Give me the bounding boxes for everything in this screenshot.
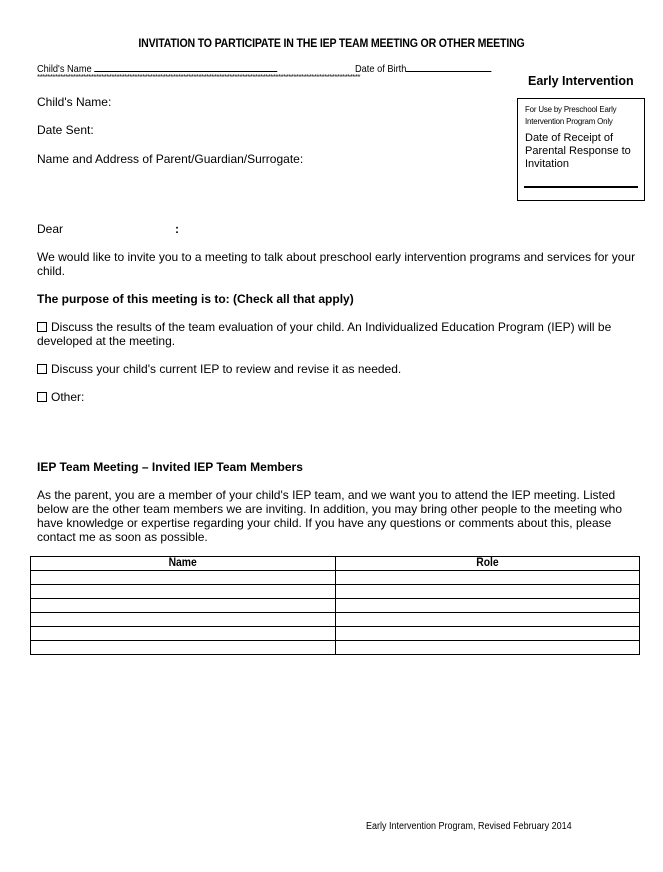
member-name-cell[interactable] [31,599,336,613]
salutation-colon: : [175,222,179,236]
footer-revision: Early Intervention Program, Revised February 2014 [366,821,572,832]
purpose-option-review-checkbox[interactable] [37,364,47,374]
table-row [31,613,640,627]
purpose-option-other-checkbox[interactable] [37,392,47,402]
member-name-cell[interactable] [31,571,336,585]
member-role-cell[interactable] [335,627,640,641]
purpose-option-evaluation-checkbox[interactable] [37,322,47,332]
table-row [31,641,640,655]
purpose-option-review [37,362,637,376]
purpose-option-review-label: Discuss your child's current IEP to review and revise it as needed. [51,362,402,376]
column-header-role: Role [335,557,640,571]
column-header-name: Name [31,557,336,571]
parent-address-label: Name and Address of Parent/Guardian/Surrogate: [37,152,304,166]
header-date-of-birth-input[interactable] [406,61,491,72]
header-childs-name-label: Child's Name [37,63,92,75]
program-label: Early Intervention [528,74,634,88]
salutation-dear: Dear [37,222,64,236]
header-date-of-birth-field [355,61,492,75]
intro-paragraph: We would like to invite you to a meeting to talk about preschool early intervention programs and services for your child. [37,250,636,278]
purpose-option-other-label: Other: [51,390,85,404]
member-role-cell[interactable] [335,585,640,599]
header-date-of-birth-label: Date of Birth [355,63,407,75]
table-header-row [31,557,640,571]
purpose-option-other [37,390,637,404]
office-use-note: For Use by Preschool Early Intervention Program Only [525,104,617,126]
office-use-box [517,98,645,201]
purpose-option-evaluation [37,320,637,348]
star-separator: ****************************************************************************************************************************** [37,73,360,82]
team-paragraph: As the parent, you are a member of your child's IEP team, and we want you to attend the IEP meeting. Listed below are the other team members we are inviting. In addition, you may bring other people to the meeting who have knowledge or expertise regarding your child. If you have any questions or comments about this, please contact me as soon as possible. [37,488,622,544]
table-row [31,571,640,585]
team-heading: IEP Team Meeting – Invited IEP Team Members [37,460,303,474]
member-name-cell[interactable] [31,627,336,641]
purpose-option-evaluation-label: Discuss the results of the team evaluation of your child. An Individualized Education Program (IEP) will be developed at the meeting. [37,320,612,348]
date-sent-label: Date Sent: [37,123,94,137]
member-role-cell[interactable] [335,613,640,627]
team-members-table [30,556,640,655]
table-row [31,599,640,613]
childs-name-label: Child's Name: [37,95,112,109]
member-name-cell[interactable] [31,585,336,599]
header-childs-name-input[interactable] [94,61,277,72]
purpose-heading: The purpose of this meeting is to: (Check all that apply) [37,292,354,306]
receipt-date-input[interactable] [524,186,638,188]
document-title: INVITATION TO PARTICIPATE IN THE IEP TEAM MEETING OR OTHER MEETING [138,38,525,50]
member-name-cell[interactable] [31,613,336,627]
member-role-cell[interactable] [335,641,640,655]
table-row [31,627,640,641]
member-role-cell[interactable] [335,571,640,585]
table-row [31,585,640,599]
receipt-date-label: Date of Receipt of Parental Response to Invitation [525,132,631,170]
member-name-cell[interactable] [31,641,336,655]
member-role-cell[interactable] [335,599,640,613]
